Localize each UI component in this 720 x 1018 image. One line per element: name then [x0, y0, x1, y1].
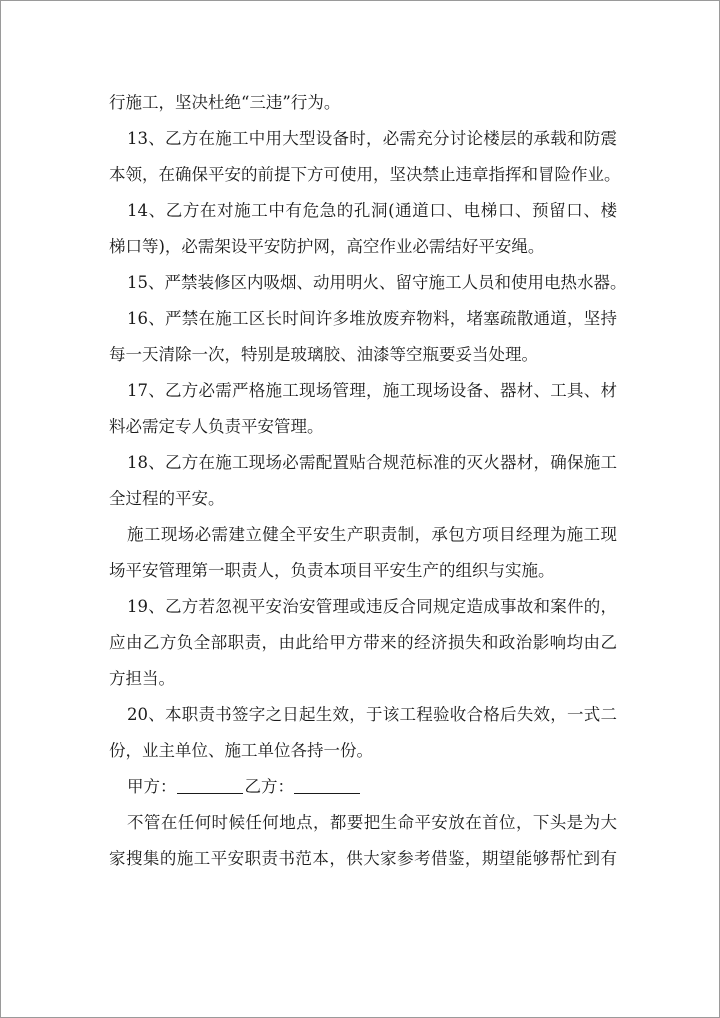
paragraph-line: 应由乙方负全部职责，由此给甲方带来的经济损失和政治影响均由乙	[109, 633, 617, 652]
party-b-label: 乙方：	[244, 777, 294, 796]
paragraph-p13	[109, 121, 621, 193]
paragraph-line: 料必需定专人负责平安管理。	[109, 417, 324, 436]
paragraph-p15	[109, 265, 627, 301]
paragraph-line: 20、本职责书签字之日起生效，于该工程验收合格后失效，一式二	[127, 705, 617, 724]
paragraph-line: 梯口等)，必需架设平安防护网，高空作业必需结好平安绳。	[109, 237, 545, 256]
closing-paragraph	[109, 805, 617, 877]
paragraph-line: 份，业主单位、施工单位各持一份。	[109, 741, 373, 760]
paragraph-p19	[109, 589, 617, 697]
party-a-signature-blank[interactable]	[177, 777, 243, 794]
paragraph-line: 行施工，坚决杜绝“三违”行为。	[109, 93, 341, 112]
party-a-label: 甲方：	[127, 777, 177, 796]
signature-line	[109, 769, 617, 805]
paragraph-line: 16、严禁在施工区长时间许多堆放废弃物料，堵塞疏散通道，坚持	[127, 309, 617, 328]
paragraph-p17	[109, 373, 617, 445]
paragraph-line: 施工现场必需建立健全平安生产职责制，承包方项目经理为施工现	[127, 525, 617, 544]
paragraph-line: 本领，在确保平安的前提下方可使用，坚决禁止违章指挥和冒险作业。	[109, 165, 621, 184]
paragraph-p14	[109, 193, 617, 265]
party-b-signature-blank[interactable]	[294, 777, 360, 794]
paragraph-line: 全过程的平安。	[109, 489, 225, 508]
paragraph-p-cont	[109, 85, 617, 121]
paragraph-line: 每一天清除一次，特别是玻璃胶、油漆等空瓶要妥当处理。	[109, 345, 538, 364]
paragraph-line: 15、严禁装修区内吸烟、动用明火、留守施工人员和使用电热水器。	[127, 273, 627, 292]
paragraph-p16	[109, 301, 617, 373]
paragraph-line: 18、乙方在施工现场必需配置贴合规范标准的灭火器材，确保施工	[127, 453, 617, 472]
closing-line: 不管在任何时候任何地点，都要把生命平安放在首位，下头是为大	[127, 813, 617, 832]
paragraph-line: 14、乙方在对施工中有危急的孔洞(通道口、电梯口、预留口、楼	[127, 201, 617, 220]
paragraph-list	[109, 85, 627, 769]
paragraph-p-resp	[109, 517, 617, 589]
paragraph-line: 场平安管理第一职责人，负责本项目平安生产的组织与实施。	[109, 561, 555, 580]
paragraph-line: 19、乙方若忽视平安治安管理或违反合同规定造成事故和案件的，	[127, 597, 617, 616]
closing-line: 家搜集的施工平安职责书范本，供大家参考借鉴，期望能够帮忙到有	[109, 849, 617, 868]
paragraph-line: 13、乙方在施工中用大型设备时，必需充分讨论楼层的承载和防震	[127, 129, 617, 148]
paragraph-line: 17、乙方必需严格施工现场管理，施工现场设备、器材、工具、材	[127, 381, 617, 400]
paragraph-line: 方担当。	[109, 669, 175, 688]
paragraph-p18	[109, 445, 617, 517]
document-body	[109, 85, 627, 877]
paragraph-p20	[109, 697, 617, 769]
